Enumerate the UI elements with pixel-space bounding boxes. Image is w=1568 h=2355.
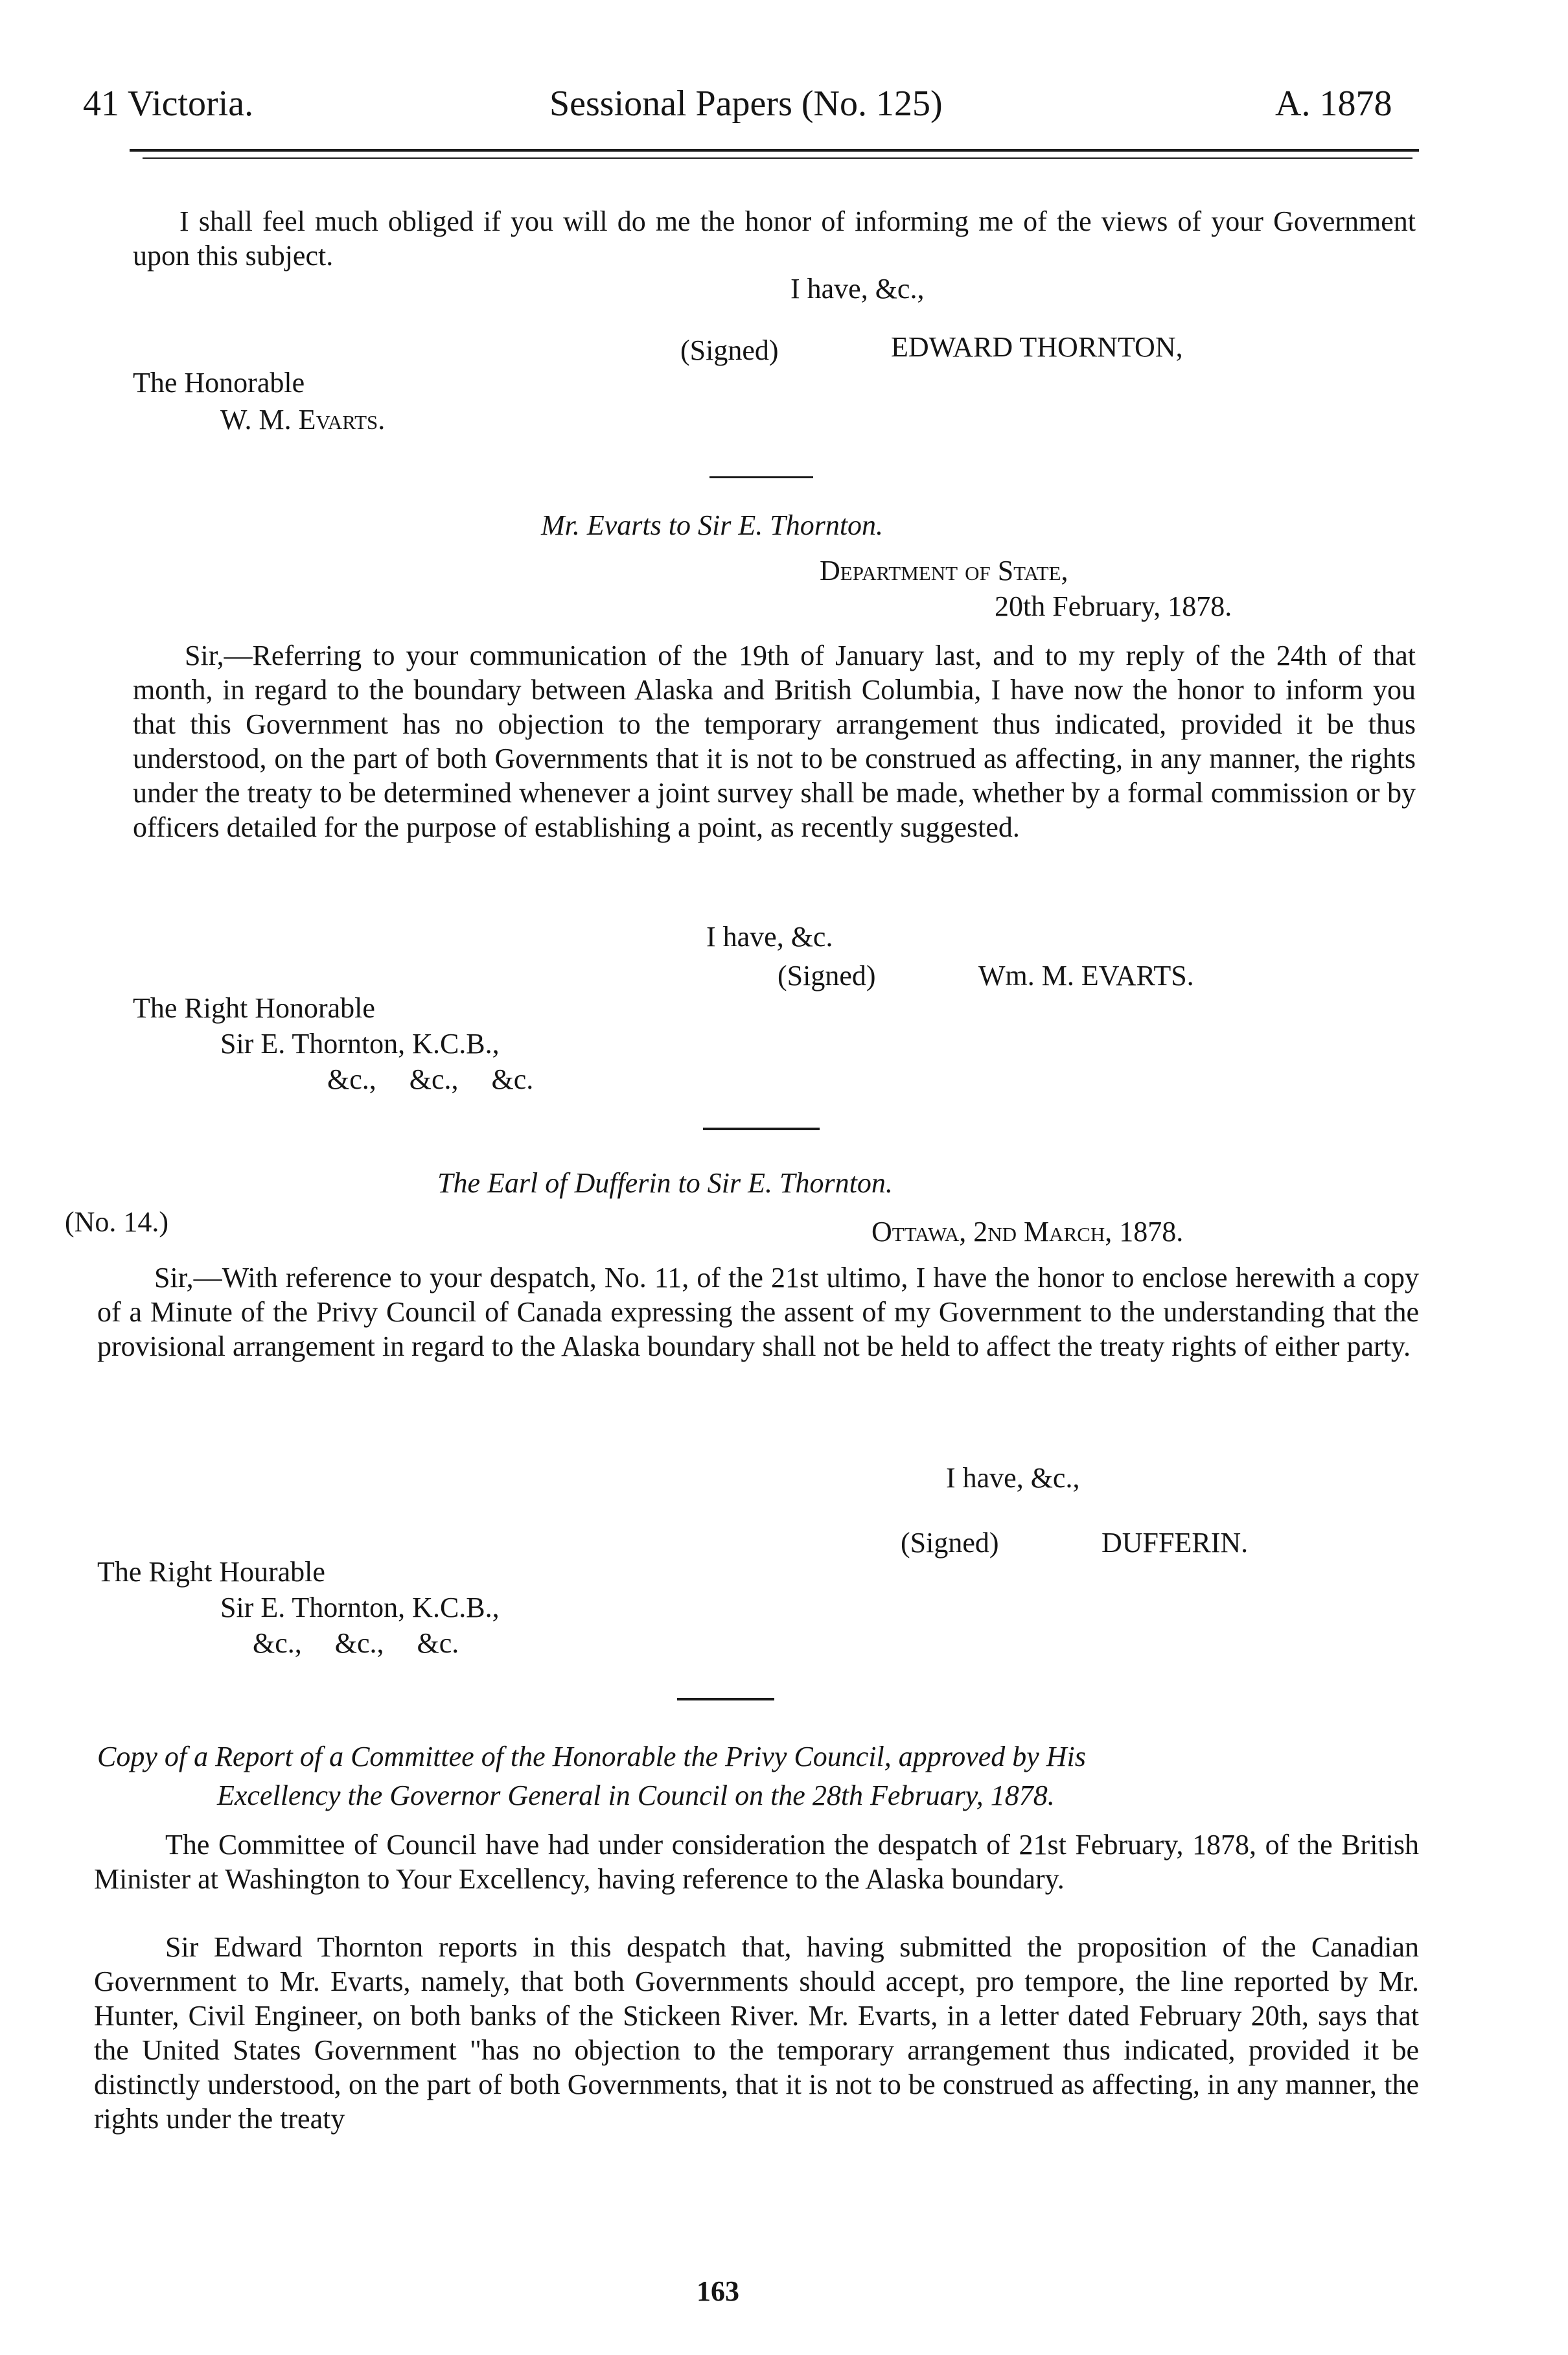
header-right: A. 1878 xyxy=(1275,84,1392,124)
report-paragraph1: The Committee of Council have had under consideration the despatch of 21st February, 1878, of the British Minister at Washington to Your Excellency, having reference to the Alaska boundary. xyxy=(94,1829,1419,1895)
header-rule-thin xyxy=(143,157,1412,159)
letter3-addressee-line1: The Right Hourable xyxy=(97,1556,325,1588)
letter2-signed-label: (Signed) xyxy=(778,960,876,992)
letter3-signer: DUFFERIN. xyxy=(1101,1527,1249,1559)
letter2-place: Department of State, xyxy=(820,555,1068,586)
letter1-signed-label: (Signed) xyxy=(680,334,779,366)
letter1-addressee-line2: W. M. Evarts. xyxy=(220,404,386,435)
letter3-number: (No. 14.) xyxy=(65,1206,169,1238)
header-rule-thick xyxy=(130,149,1419,152)
report-title-line2: Excellency the Governor General in Council on the 28th February, 1878. xyxy=(217,1780,1055,1811)
letter3-signed-label: (Signed) xyxy=(901,1527,999,1559)
letter2-closing: I have, &c. xyxy=(706,921,833,953)
separator-rule-1 xyxy=(709,476,813,478)
page-number: 163 xyxy=(697,2275,739,2307)
letter3-addressee-line3: &c., &c., &c. xyxy=(253,1627,459,1659)
letter3-paragraph: Sir,—With reference to your despatch, No. 11, of the 21st ultimo, I have the honor to enclose herewith a copy of a Minute of the Privy Council of Canada expressing the assent of my Government to the understanding that the provisional arrangement in regard to the Alaska boundary shall not be held to affect the treaty rights of either party. xyxy=(97,1262,1419,1362)
letter2-addressee-line2: Sir E. Thornton, K.C.B., xyxy=(220,1028,500,1060)
letter2-addressee-line1: The Right Honorable xyxy=(133,992,375,1024)
header-left: 41 Victoria. xyxy=(83,84,254,124)
report-title-line1: Copy of a Report of a Committee of the Honorable the Privy Council, approved by His xyxy=(97,1741,1086,1772)
letter3-closing: I have, &c., xyxy=(946,1462,1080,1494)
letter3-place-date: Ottawa, 2nd March, 1878. xyxy=(871,1216,1184,1247)
letter2-paragraph: Sir,—Referring to your communication of the 19th of January last, and to my reply of the 24th of that month, in regard to the boundary between Alaska and British Columbia, I have now the honor to inform you that this Government has no objection to the temporary arrangement thus indicated, provided it be thus understood, on the part of both Governments that it is not to be construed as affecting, in any manner, the rights under the treaty to be determined whenever a joint survey shall be made, whether by a formal commission or by officers detailed for the purpose of establishing a point, as recently suggested. xyxy=(133,640,1416,843)
letter2-addressee-line3: &c., &c., &c. xyxy=(327,1063,534,1095)
header-center: Sessional Papers (No. 125) xyxy=(549,84,943,124)
letter2-date: 20th February, 1878. xyxy=(995,590,1232,622)
letter1-closing: I have, &c., xyxy=(790,273,925,305)
report-paragraph2: Sir Edward Thornton reports in this despatch that, having submitted the proposition of the Canadian Government to Mr. Evarts, namely, that both Governments should accept, pro tempore, the line reported by Mr. Hunter, Civil Engineer, on both banks of the Stickeen River. Mr. Evarts, in a letter dated February 20th, says that the United States Government "has no objection to the temporary arrangement thus indicated, provided it be distinctly understood, on the part of both Governments, that it is not to be construed as affecting, in any manner, the rights under the treaty xyxy=(94,1931,1419,2135)
letter3-title: The Earl of Dufferin to Sir E. Thornton. xyxy=(437,1167,893,1199)
separator-rule-3 xyxy=(677,1698,774,1700)
letter3-addressee-line2: Sir E. Thornton, K.C.B., xyxy=(220,1592,500,1623)
letter2-title: Mr. Evarts to Sir E. Thornton. xyxy=(541,509,884,541)
letter1-signer: EDWARD THORNTON, xyxy=(891,331,1183,363)
letter1-paragraph: I shall feel much obliged if you will do me the honor of informing me of the views of your Government upon this subject. xyxy=(133,205,1416,272)
letter1-addressee-line1: The Honorable xyxy=(133,367,305,399)
separator-rule-2 xyxy=(703,1128,820,1130)
letter2-signer: Wm. M. EVARTS. xyxy=(978,960,1194,992)
